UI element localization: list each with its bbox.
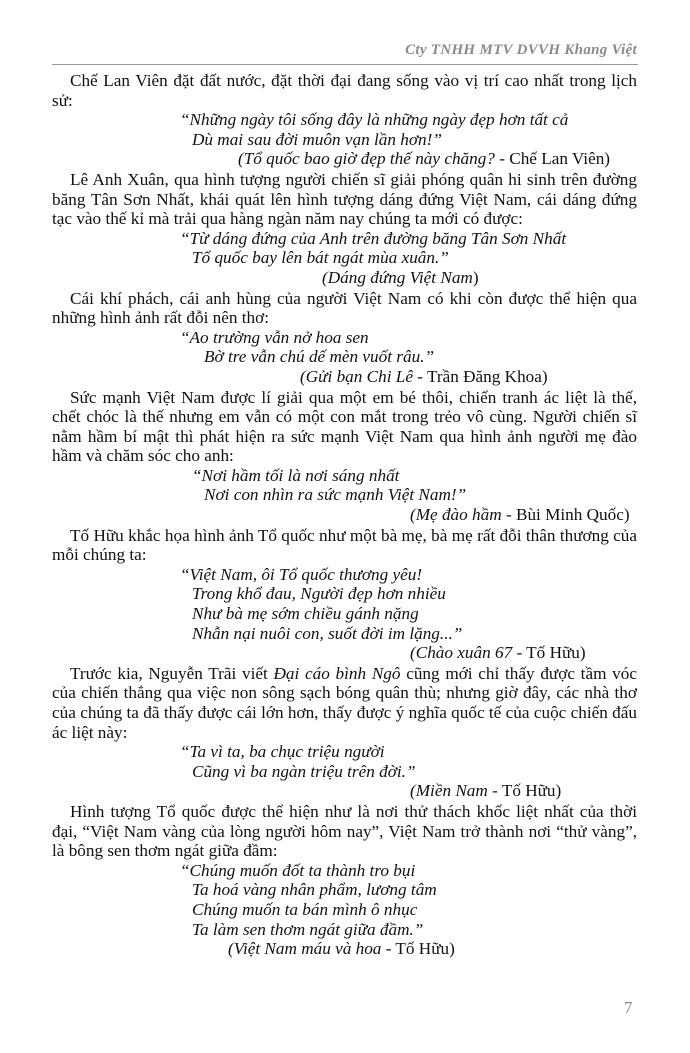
- citation: [52, 505, 637, 525]
- citation-title: (Dáng đứng Việt Nam: [322, 267, 473, 287]
- poem-line: “Việt Nam, ôi Tổ quốc thương yêu!: [180, 564, 423, 584]
- citation-title: (Chào xuân 67: [410, 643, 513, 663]
- page-number: 7: [624, 998, 633, 1017]
- poem-quote: [52, 861, 637, 939]
- citation: [52, 781, 637, 801]
- citation: [52, 149, 637, 169]
- citation-author: ): [472, 267, 479, 287]
- poem-line: “Chúng muốn đốt ta thành tro bụi: [180, 860, 416, 880]
- citation: [52, 268, 637, 288]
- poem-line: Dù mai sau đời muôn vạn lần hơn!”: [192, 129, 442, 149]
- poem-line: “Những ngày tôi sống đây là những ngày đẹp hơn tất cả: [180, 110, 569, 130]
- page-body: [52, 71, 637, 960]
- paragraph: Sức mạnh Việt Nam được lí giải qua một em bé thôi, chiến tranh ác liệt là thế, chết chóc là thế nhưng em vẫn có một con mắt trong trẻo vô cùng. Người chiến sĩ nằm hầm bí mật thì phát hiện ra sức mạnh Việt Nam qua hình ảnh người mẹ đào hầm và chăm sóc cho anh:: [52, 387, 637, 466]
- citation-title: (Mẹ đào hầm: [410, 505, 502, 525]
- paragraph: [52, 664, 637, 742]
- paragraph: Cái khí phách, cái anh hùng của người Việt Nam có khi còn được thể hiện qua những hình ảnh rất đỗi nên thơ:: [52, 288, 637, 328]
- header-divider: [52, 64, 638, 65]
- poem-line: “Ta vì ta, ba chục triệu người: [180, 742, 385, 762]
- citation-author: - Tố Hữu): [512, 643, 586, 663]
- citation-author: - Bùi Minh Quốc): [501, 505, 630, 525]
- citation-author: - Tố Hữu): [381, 939, 455, 959]
- poem-line: “Nơi hầm tối là nơi sáng nhất: [192, 465, 400, 485]
- poem-line: Trong khổ đau, Người đẹp hơn nhiều: [192, 584, 446, 604]
- citation-author: - Tố Hữu): [487, 781, 562, 801]
- paragraph-text: cũng mới chỉ thấy được tầm vóc của chiến thắng qua việc non sông sạch bóng quân thù; nhưng giờ đây, các nhà thơ của chúng ta đã thấy được cái lớn hơn, thấy được ý nghĩa quốc tế của cuộc chiến đấu ác liệt này:: [52, 663, 637, 742]
- poem-quote: [52, 742, 637, 781]
- paragraph: Tố Hữu khắc họa hình ảnh Tổ quốc như một bà mẹ, bà mẹ rất đỗi thân thương của mỗi chúng ta:: [52, 525, 637, 565]
- paragraph-text: Trước kia, Nguyễn Trãi viết: [70, 663, 274, 683]
- citation-title: (Gửi bạn Chi Lê: [300, 366, 413, 386]
- poem-quote: [52, 565, 637, 643]
- citation-author: - Chế Lan Viên): [494, 149, 611, 169]
- poem-line: Chúng muốn ta bán mình ô nhục: [192, 899, 418, 919]
- citation-title: (Việt Nam máu và hoa: [228, 939, 382, 959]
- citation-title: (Tổ quốc bao giờ đẹp thế này chăng?: [238, 149, 495, 169]
- poem-quote: [52, 466, 637, 505]
- paragraph: Lê Anh Xuân, qua hình tượng người chiến sĩ giải phóng quân hi sinh trên đường băng Tân Sơn Nhất, khái quát lên hình tượng dáng đứng Việt Nam, cái dáng đứng tạc vào thế kỉ mà trải qua hàng ngàn năm nay chúng ta mới có được:: [52, 169, 637, 229]
- poem-line: Như bà mẹ sớm chiều gánh nặng: [192, 604, 419, 624]
- poem-line: Bờ tre vẫn chú dế mèn vuốt râu.”: [204, 347, 435, 367]
- paragraph: Hình tượng Tổ quốc được thể hiện như là nơi thử thách khốc liệt nhất của thời đại, “Việt Nam vàng của lòng người hôm nay”, Việt Nam trở thành nơi “thử vàng”, là bông sen thơm ngát giữa đầm:: [52, 801, 637, 861]
- publisher-header: Cty TNHH MTV DVVH Khang Việt: [405, 42, 637, 58]
- citation-title: (Miền Nam: [410, 781, 488, 801]
- poem-line: Cũng vì ba ngàn triệu trên đời.”: [192, 761, 416, 781]
- work-title: Đại cáo bình Ngô: [273, 663, 401, 683]
- poem-line: Nhẫn nại nuôi con, suốt đời im lặng...”: [192, 623, 463, 643]
- citation-author: - Trần Đăng Khoa): [412, 366, 548, 386]
- paragraph: Chế Lan Viên đặt đất nước, đặt thời đại đang sống vào vị trí cao nhất trong lịch sử:: [52, 71, 637, 110]
- poem-line: Ta làm sen thơm ngát giữa đầm.”: [192, 919, 424, 939]
- poem-line: Ta hoá vàng nhân phẩm, lương tâm: [192, 880, 437, 900]
- poem-quote: [52, 328, 637, 367]
- poem-line: Nơi con nhìn ra sức mạnh Việt Nam!”: [204, 485, 467, 505]
- poem-quote: [52, 229, 637, 268]
- poem-line: “Từ dáng đứng của Anh trên đường băng Tân Sơn Nhất: [180, 228, 567, 248]
- citation: [52, 643, 637, 663]
- poem-line: Tổ quốc bay lên bát ngát mùa xuân.”: [192, 248, 449, 268]
- poem-line: “Ao trường vẫn nở hoa sen: [180, 327, 369, 347]
- poem-quote: [52, 110, 637, 149]
- citation: [52, 367, 637, 387]
- citation: [52, 939, 637, 959]
